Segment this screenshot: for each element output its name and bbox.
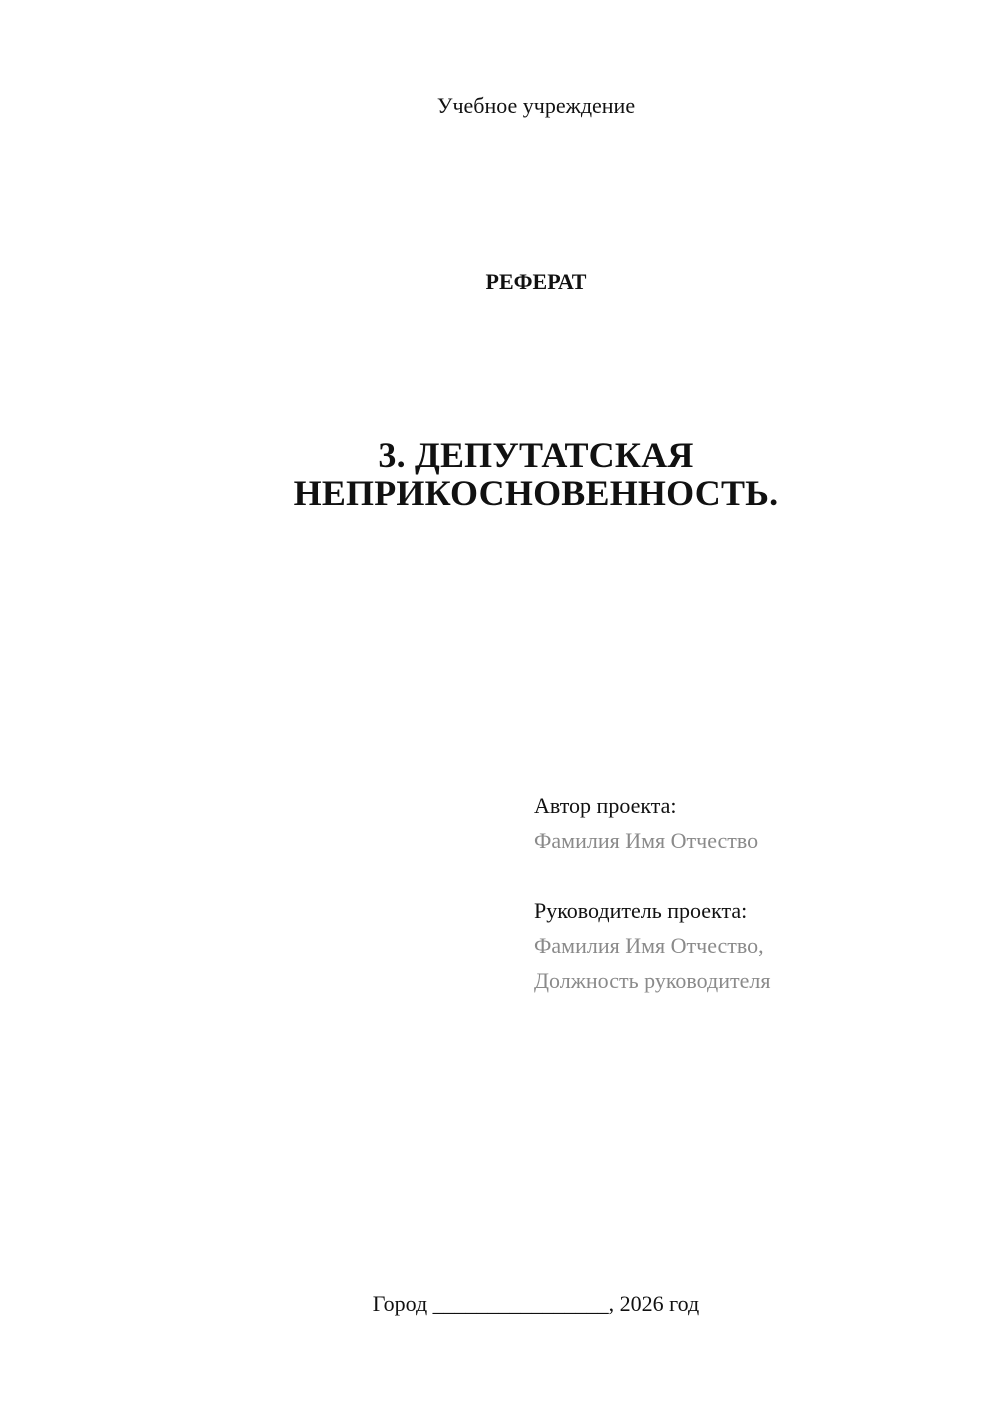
document-title-line-1: 3. ДЕПУТАТСКАЯ	[378, 435, 694, 475]
author-name: Фамилия Имя Отчество	[534, 828, 759, 853]
credits-block	[534, 788, 974, 998]
document-type: РЕФЕРАТ	[485, 269, 587, 294]
institution-name: Учебное учреждение	[436, 93, 636, 118]
credits-spacer	[534, 858, 974, 893]
city-year-line: Город ________________, 2026 год	[372, 1291, 700, 1316]
author-label: Автор проекта:	[534, 793, 677, 818]
supervisor-label: Руководитель проекта:	[534, 898, 748, 923]
document-title-line-2: НЕПРИКОСНОВЕННОСТЬ.	[293, 473, 779, 513]
supervisor-name: Фамилия Имя Отчество,	[534, 933, 764, 958]
document-title	[0, 436, 1000, 512]
supervisor-position: Должность руководителя	[534, 968, 771, 993]
